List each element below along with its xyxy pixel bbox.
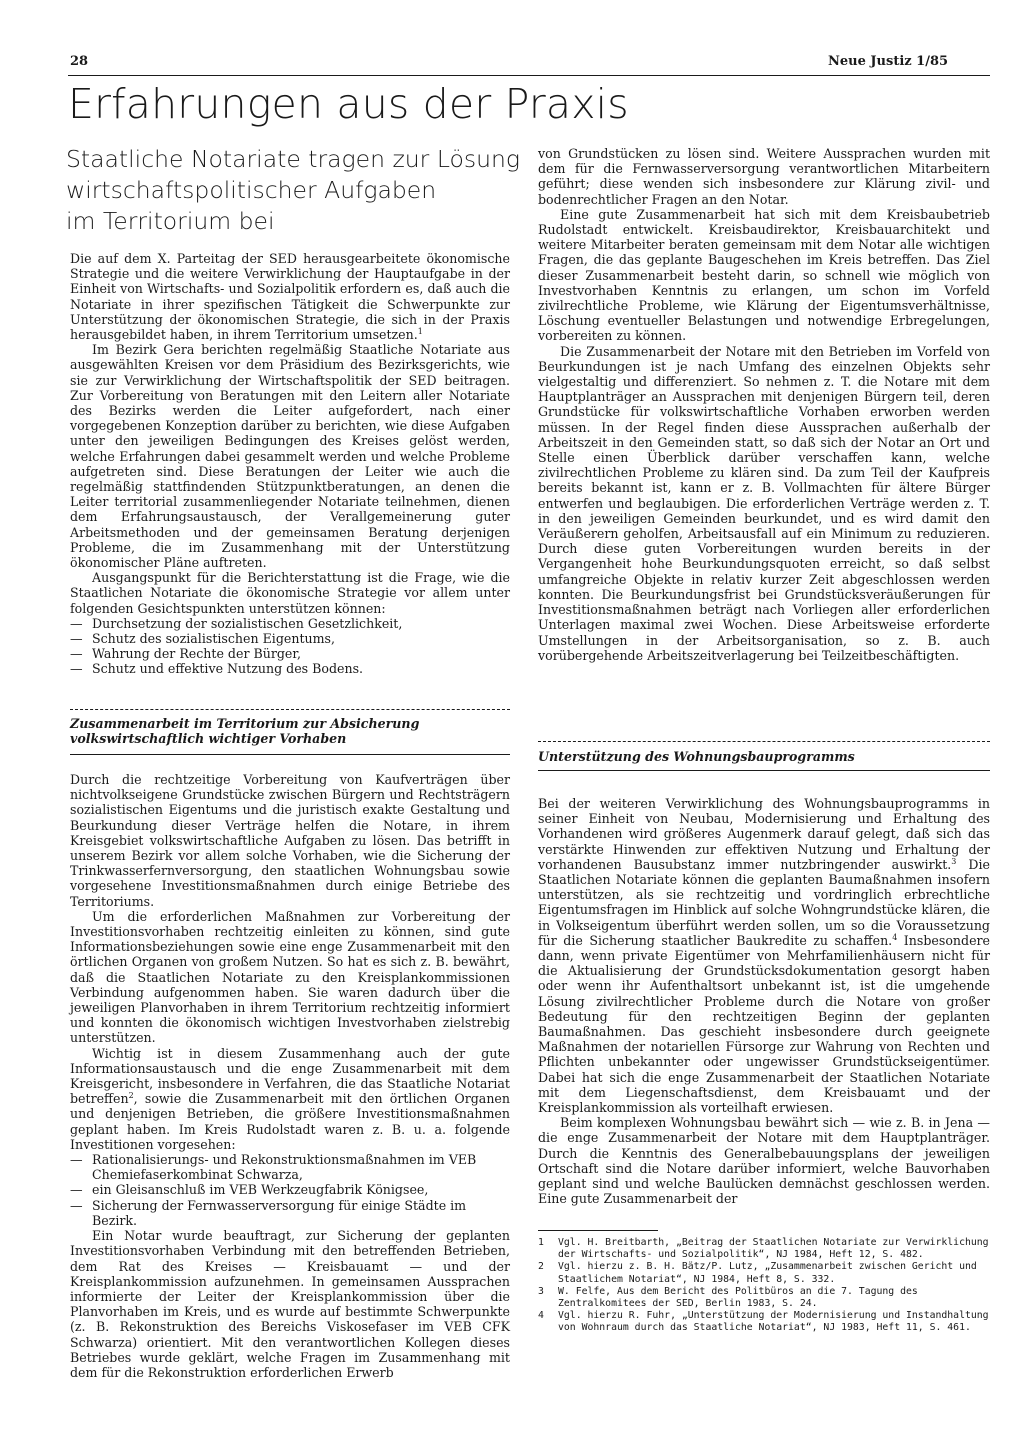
list-item: — ein Gleisanschluß im VEB Werkzeugfabrik Königsee, (70, 1182, 510, 1197)
footnotes (538, 1237, 990, 1335)
footnote-separator (538, 1230, 658, 1231)
subhead-rule-bottom (538, 770, 990, 771)
subheading-housing: Unterstützung des Wohnungsbauprogramms (538, 749, 855, 764)
paragraph: Wichtig ist in diesem Zusammenhang auch der gute Informationsaustausch und die enge Zusammenarbeit mit dem Kreisgericht, insbesondere in Verfahren, die das Staatliche Notariat betreffen$^2$, sowie die Zusammenarbeit mit den örtlichen Organen und denjenigen Betrieben, die größere Investitionsmaßnahmen geplant haben. Im Kreis Rudolstadt waren z. B. u. a. folgende Investitionen vorgesehen: (70, 1045, 510, 1152)
footnote-text: W. Felfe, Aus dem Bericht des Politbüros an die 7. Tagung des Zentralkomitees der SED, Berlin 1983, S. 24. (558, 1285, 918, 1310)
footnote-number: 1 (538, 1237, 544, 1248)
list-item: — Rationalisierungs- und Rekonstruktionsmaßnahmen im VEB Chemiefaserkombinat Schwarza, (70, 1152, 510, 1182)
dash-list (70, 616, 510, 677)
paragraph: Beim komplexen Wohnungsbau bewährt sich — wie z. B. in Jena — die enge Zusammenarbeit der Notare mit dem Hauptplanträger. Durch die Kenntnis des Generalbebauungsplans der jeweiligen Ortschaft sind die Notare darüber informiert, welche Bauvorhaben geplant sind und welche Baulücken demnächst geschlossen werden. Eine gute Zusammenarbeit der (538, 1115, 990, 1207)
subhead-rule-top (70, 709, 510, 710)
footnote-text: Vgl. hierzu z. B. H. Bätz/P. Lutz, „Zusammenarbeit zwischen Gericht und Staatlichem Notariat“, NJ 1984, Heft 8, S. 332. (558, 1261, 977, 1285)
headline-line: Staatliche Notariate tragen zur Lösung (66, 145, 521, 173)
headline-line: wirtschaftspolitischer Aufgaben (66, 176, 437, 204)
paragraph: Ein Notar wurde beauftragt, zur Sicherung der geplanten Investitionsvorhaben Verbindung mit den betreffenden Betrieben, dem Rat des Kreises — Kreisbauamt — und der Kreisplankommission aufzunehmen. In gemeinsamen Aussprachen informierte der Leiter der Kreisplankommission über die Planvorhaben im Kreis, und es wurde auf bestimmte Schwerpunkte (z. B. Rekonstruktion des Bereichs Viskosefaser im VEB CFK Schwarza) orientiert. Mit den verantwortlichen Kollegen dieses Betriebes wurde geklärt, welche Fragen im Zusammenhang mit dem für die Rekonstruktion erforderlichen Erwerb (70, 1228, 510, 1380)
section-title: Erfahrungen aus der Praxis (68, 80, 629, 128)
list-item: — Durchsetzung der sozialistischen Gesetzlichkeit, (70, 616, 510, 631)
left-column-bottom (70, 772, 510, 1380)
paragraph: Die auf dem X. Parteitag der SED herausgearbeitete ökonomische Strategie und die weitere Verwirklichung der Hauptaufgabe in der Einheit von Wirtschafts- und Sozialpolitik erfordern es, daß auch die Notariate in ihrer spezifischen Tätigkeit die Schwerpunkte zur Unterstützung der ökonomischen Strategie, die sich in der Praxis herausgebildet haben, in ihrem Territorium umsetzen.$^1$ (70, 251, 510, 343)
footnote (538, 1261, 990, 1285)
paragraph: Im Bezirk Gera berichten regelmäßig Staatliche Notariate aus ausgewählten Kreisen vor dem Präsidium des Bezirksgerichts, wie sie zur Verwirklichung der Wirtschaftspolitik der SED beitragen. Zur Vorbereitung von Beratungen mit den Leitern aller Notariate des Bezirks werden die Leiter aufgefordert, nach einer vorgegebenen Konzeption darüber zu berichten, wie diese Aufgaben unter den jeweiligen Bedingungen des Kreises gelöst werden, welche Erfahrungen dabei gesammelt werden und welche Probleme aufgetreten sind. Diese Beratungen der Leiter wie auch die regelmäßig stattfindenden Stützpunktberatungen, an denen die Leiter territorial zusammenliegender Notariate teilnehmen, dienen dem Erfahrungsaustausch, der Verallgemeinerung guter Arbeitsmethoden und der gemeinsamen Beratung derjenigen Probleme, die im Zusammenhang mit der Unterstützung ökonomischer Pläne auftreten. (70, 342, 510, 571)
paragraph: Die Zusammenarbeit der Notare mit den Betrieben im Vorfeld von Beurkundungen ist je nach Umfang des einzelnen Objekts sehr vielgestaltig und differenziert. So nehmen z. T. die Notare mit dem Hauptplanträger an Aussprachen mit denjenigen Bürgern teil, deren Grundstücke für volkswirtschaftliche Vorhaben erworben werden müssen. In der Regel finden diese Aussprachen außerhalb der Arbeitszeit in den Gemeinden statt, so daß sich der Notar an Ort und Stelle einen Überblick darüber verschaffen kann, welche zivilrechtlichen Probleme zu klären sind. Da zum Teil der Kaufpreis bereits bekannt ist, kann er z. B. Vollmachten für ältere Bürger entwerfen und beglaubigen. Die erforderlichen Verträge werden z. T. in den jeweiligen Gemeinden beurkundet, und es wird damit den Veräußerern geholfen, Arbeitsausfall auf ein Minimum zu reduzieren. Durch diese guten Vorbereitungen wurden bereits in der Vergangenheit hohe Beurkundungsquoten erreicht, so daß selbst umfangreiche Objekte in relativ kurzer Zeit abgeschlossen werden konnten. Die Beurkundungsfrist bei Grundstücksveräußerungen für Investitionsmaßnahmen beträgt nach Vorliegen aller erforderlichen Unterlagen maximal zwei Wochen. Diese Arbeitsweise erforderte Umstellungen in der Arbeitsorganisation, so z. B. auch vorübergehende Arbeitszeitverlagerung bei Teilzeitbeschäftigten. (538, 343, 990, 663)
paragraph: Durch die rechtzeitige Vorbereitung von Kaufverträgen über nichtvolkseigene Grundstücke zwischen Bürgern und Rechtsträgern sozialistischen Eigentums und die juristisch exakte Gestaltung und Beurkundung dieser Verträge helfen die Notare, in ihrem Kreisgebiet volkswirtschaftliche Aufgaben zu lösen. Das betrifft in unserem Bezirk vor allem solche Vorhaben, wie die Sicherung der Trinkwasserfernversorgung, den staatlichen Wohnungsbau sowie vorgesehene Investitionsmaßnahmen durch einige Betriebe des Territoriums. (70, 772, 510, 909)
left-column-top (70, 251, 510, 677)
right-column-bottom (538, 796, 990, 1206)
subheading-territory: Zusammenarbeit im Territorium zur Absicherung volkswirtschaftlich wichtiger Vorhaben (70, 716, 420, 747)
subhead-rule-top (538, 741, 990, 742)
paragraph: Ausgangspunkt für die Berichterstattung ist die Frage, wie die Staatlichen Notariate die ökonomische Strategie vor allem unter folgenden Gesichtspunkten unterstützen können: (70, 570, 510, 616)
footnote-ref: 2 (128, 1091, 134, 1101)
headline-line: im Territorium bei (66, 207, 275, 235)
article-headline (66, 144, 521, 237)
footnote-number: 3 (538, 1285, 544, 1297)
dash-list (70, 1152, 510, 1228)
paragraph: Bei der weiteren Verwirklichung des Wohnungsbauprogramms in seiner Einheit von Neubau, Modernisierung und Erhaltung des Vorhandenen wird größeres Augenmerk darauf gelegt, daß sich das verstärkte Hinwenden zur effektiven Nutzung und Erhaltung der vorhandenen Bausubstanz immer nutzbringender auswirkt.$^3$ Die Staatlichen Notariate können die geplanten Baumaßnahmen insofern unterstützen, als sie rechtzeitig und vordringlich erbrechtliche Eigentumsfragen im Hinblick auf solche Wohngrundstücke klären, die in Volkseigentum überführt werden sollen, um so die Voraussetzung für die Sicherung staatlicher Baukredite zu schaffen.$^4$ Insbesondere dann, wenn private Eigentümer von Mehrfamilienhäusern nicht für die Aktualisierung der Grundstücksdokumentation gesorgt haben oder wenn ihr Aufenthaltsort unbekannt ist, ist die umgehende Lösung zivilrechtlicher Probleme durch die Notare von großer Bedeutung für den rechtzeitigen Beginn der geplanten Baumaßnahmen. Das geschieht insbesondere durch geeignete Maßnahmen der notariellen Fürsorge zur Wahrung von Rechten und Pflichten unbekannter oder ungewisser Grundstückseigentümer. Dabei hat sich die enge Zusammenarbeit der Staatlichen Notariate mit dem Liegenschaftsdienst, dem Kreisbauamt und der Kreisplankommission als vorteilhaft erwiesen. (538, 796, 991, 1116)
paragraph: von Grundstücken zu lösen sind. Weitere Aussprachen wurden mit dem für die Fernwasserversorgung verantwortlichen Mitarbeitern geführt; diese wenden sich insbesondere zur Klärung zivil- und bodenrechtlicher Fragen an den Notar. (538, 146, 990, 207)
list-item: — Wahrung der Rechte der Bürger, (70, 646, 510, 661)
paragraph: Um die erforderlichen Maßnahmen zur Vorbereitung der Investitionsvorhaben rechtzeitig einleiten zu können, sind gute Informationsbeziehungen sowie eine enge Zusammenarbeit mit den örtlichen Organen von großem Nutzen. So hat es sich z. B. bewährt, daß die Staatlichen Notariate zu den Kreisplankommissionen Verbindung aufgenommen haben. Sie waren dadurch über die jeweiligen Planvorhaben in ihrem Territorium rechtzeitig informiert und konnten die ökonomisch wichtigen Investvorhaben zielstrebig unterstützen. (70, 908, 510, 1046)
page-number: 28 (70, 54, 89, 69)
footnote (538, 1286, 990, 1310)
list-item: — Schutz des sozialistischen Eigentums, (70, 631, 510, 646)
paragraph: Eine gute Zusammenarbeit hat sich mit dem Kreisbaubetrieb Rudolstadt entwickelt. Kreisbaudirektor, Kreisbauarchitekt und weitere Mitarbeiter beraten gemeinsam mit dem Notar alle wichtigen Fragen, die das geplante Baugeschehen im Kreis betreffen. Das Ziel dieser Zusammenarbeit besteht darin, so schnell wie möglich von Investvorhaben Kenntnis zu erlangen, um schon im Vorfeld zivilrechtliche Probleme, wie Klärung der Eigentumsverhältnisse, Löschung eventueller Belastungen und notwendige Erbregelungen, vorbereiten zu können. (538, 206, 990, 344)
footnote (538, 1310, 990, 1334)
footnote-ref: 4 (892, 932, 898, 942)
journal-issue: Neue Justiz 1/85 (828, 54, 949, 69)
list-item: — Sicherung der Fernwasserversorgung für einige Städte im Bezirk. (70, 1198, 510, 1228)
list-item: — Schutz und effektive Nutzung des Bodens. (70, 661, 510, 676)
right-column-top (538, 146, 990, 663)
footnote-number: 4 (538, 1310, 544, 1322)
footnote-text: Vgl. H. Breitbarth, „Beitrag der Staatlichen Notariate zur Verwirklichung der Wirtschafts- und Sozialpolitik“, NJ 1984, Heft 12, S. 482. (558, 1237, 989, 1261)
footnote-number: 2 (538, 1261, 544, 1273)
footnote-ref: 3 (951, 856, 957, 866)
footnote-text: Vgl. hierzu R. Fuhr, „Unterstützung der Modernisierung und Instandhaltung von Wohnraum durch das Staatliche Notariat“, NJ 1983, Heft 11, S. 461. (558, 1310, 989, 1334)
footnote-ref: 1 (417, 326, 423, 336)
footnote (538, 1237, 990, 1261)
header-rule (68, 75, 990, 76)
subhead-rule-bottom (70, 754, 510, 755)
